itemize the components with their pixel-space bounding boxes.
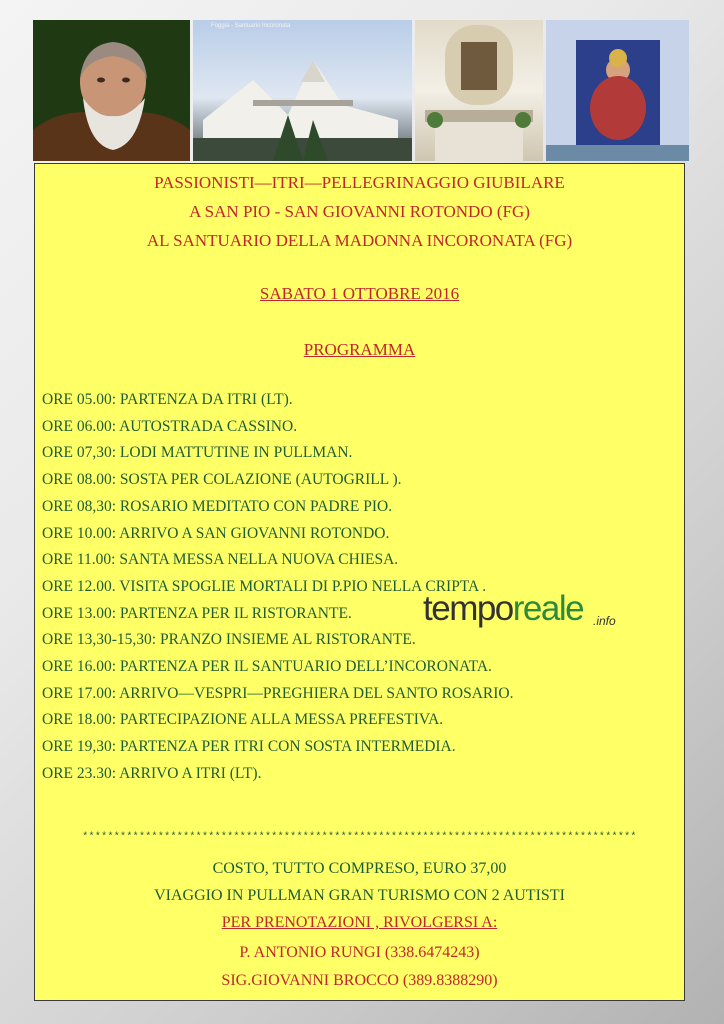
schedule-item: ORE 08.00: SOSTA PER COLAZIONE (AUTOGRILL ).: [42, 471, 402, 489]
schedule-list: [42, 387, 514, 788]
contact-antonio-rungi: P. ANTONIO RUNGI (338.6474243): [239, 944, 480, 961]
schedule-item: ORE 11.00: SANTA MESSA NELLA NUOVA CHIESA.: [42, 551, 399, 569]
schedule-item: ORE 18.00: PARTECIPAZIONE ALLA MESSA PREFESTIVA.: [42, 711, 444, 729]
booking-line: PER PRENOTAZIONI , RIVOLGERSI A:: [221, 914, 498, 931]
title-line-2: A SAN PIO - SAN GIOVANNI ROTONDO (FG): [189, 202, 530, 221]
schedule-item: ORE 12.00. VISITA SPOGLIE MORTALI DI P.PIO NELLA CRIPTA .: [42, 577, 487, 595]
temporeale-watermark-logo: [423, 589, 635, 633]
schedule-item: ORE 07,30: LODI MATTUTINE IN PULLMAN.: [42, 444, 353, 462]
photo-caption: Foggia - Santuario Incoronata: [211, 23, 291, 29]
watermark-part-b: reale: [512, 589, 584, 628]
madonna-incoronata-photo: [546, 20, 689, 161]
pilgrimage-poster: [34, 163, 685, 1001]
programma-heading: PROGRAMMA: [303, 340, 416, 359]
watermark-suffix: .info: [593, 614, 616, 628]
asterisk-separator: ****************************************************************************************: [82, 832, 637, 843]
schedule-item: ORE 23.30: ARRIVO A ITRI (LT).: [42, 764, 262, 782]
schedule-item: ORE 13.00: PARTENZA PER IL RISTORANTE.: [42, 604, 352, 622]
schedule-item: ORE 19,30: PARTENZA PER ITRI CON SOSTA INTERMEDIA.: [42, 738, 456, 756]
schedule-item: ORE 16.00: PARTENZA PER IL SANTUARIO DELL’INCORONATA.: [42, 658, 492, 676]
title-line-3: AL SANTUARIO DELLA MADONNA INCORONATA (FG): [146, 231, 573, 250]
santuario-incoronata-photo: [193, 20, 412, 161]
photo-strip: [33, 20, 689, 161]
contact-giovanni-brocco: SIG.GIOVANNI BROCCO (389.8388290): [221, 972, 498, 989]
schedule-item: ORE 05.00: PARTENZA DA ITRI (LT).: [42, 391, 293, 408]
watermark-wordmark: [423, 589, 583, 629]
church-altar-photo: [415, 20, 543, 161]
schedule-item: ORE 08,30: ROSARIO MEDITATO CON PADRE PIO.: [42, 497, 393, 515]
title-line-1: PASSIONISTI—ITRI—PELLEGRINAGGIO GIUBILARE: [154, 173, 565, 192]
watermark-part-a: tempo: [423, 589, 513, 628]
schedule-item: ORE 13,30-15,30: PRANZO INSIEME AL RISTORANTE.: [42, 631, 416, 649]
schedule-item: ORE 10.00: ARRIVO A SAN GIOVANNI ROTONDO.: [42, 524, 390, 542]
padre-pio-portrait: [33, 20, 190, 161]
schedule-item: ORE 06.00: AUTOSTRADA CASSINO.: [42, 417, 298, 435]
schedule-item: ORE 17.00: ARRIVO—VESPRI—PREGHIERA DEL SANTO ROSARIO.: [42, 684, 514, 702]
bus-line: VIAGGIO IN PULLMAN GRAN TURISMO CON 2 AUTISTI: [154, 887, 565, 904]
cost-line: COSTO, TUTTO COMPRESO, EURO 37,00: [212, 860, 507, 877]
event-date: SABATO 1 OTTOBRE 2016: [259, 284, 460, 303]
